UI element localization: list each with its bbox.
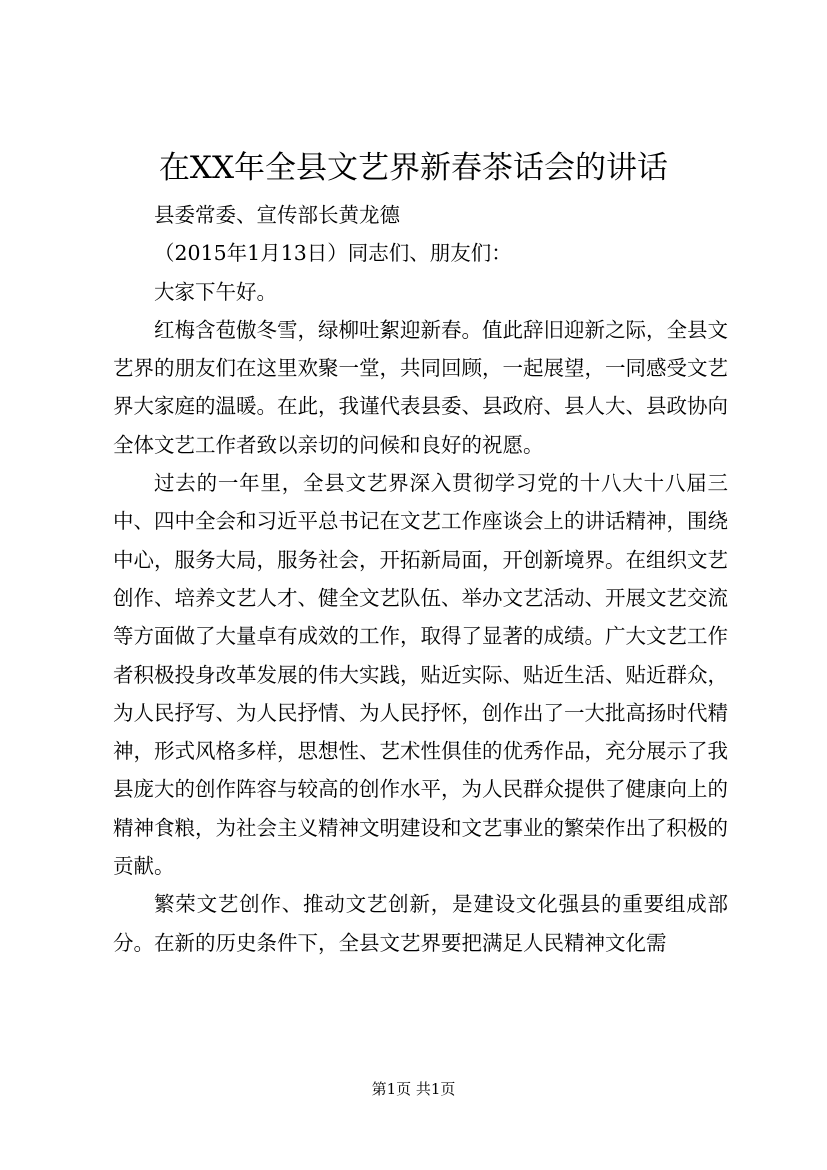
- document-body: [113, 196, 728, 962]
- document-title: 在XX年全县文艺界新春茶话会的讲话: [158, 150, 669, 186]
- paragraph: 繁荣文艺创作、推动文艺创新，是建设文化强县的重要组成部分。在新的历史条件下，全县文艺界要把满足人民精神文化需: [113, 892, 728, 955]
- greeting-line: 大家下午好。: [154, 279, 277, 304]
- paragraph: 过去的一年里，全县文艺界深入贯彻学习党的十八大十八届三中、四中全会和习近平总书记在文艺工作座谈会上的讲话精神，围绕中心，服务大局，服务社会，开拓新局面，开创新境界。在组织文艺创作、培养文艺人才、健全文艺队伍、举办文艺活动、开展文艺交流等方面做了大量卓有成效的工作，取得了显著的成绩。广大文艺工作者积极投身改革发展的伟大实践，贴近实际、贴近生活、贴近群众，为人民抒写、为人民抒情、为人民抒怀，创作出了一大批高扬时代精神，形式风格多样，思想性、艺术性俱佳的优秀作品，充分展示了我县庞大的创作阵容与较高的创作水平，为人民群众提供了健康向上的精神食粮，为社会主义精神文明建设和文艺事业的繁荣作出了积极的贡献。: [113, 471, 728, 879]
- date-line: （2015年1月13日）同志们、朋友们：: [154, 241, 512, 266]
- paragraph: 红梅含苞傲冬雪，绿柳吐絮迎新春。值此辞旧迎新之际，全县文艺界的朋友们在这里欢聚一堂，共同回顾，一起展望，一同感受文艺界大家庭的温暖。在此，我谨代表县委、县政府、县人大、县政协向全体文艺工作者致以亲切的问候和良好的祝愿。: [113, 317, 728, 457]
- author-line: 县委常委、宣传部长黄龙德: [154, 203, 400, 227]
- page-footer: 第1页 共1页: [371, 1080, 456, 1098]
